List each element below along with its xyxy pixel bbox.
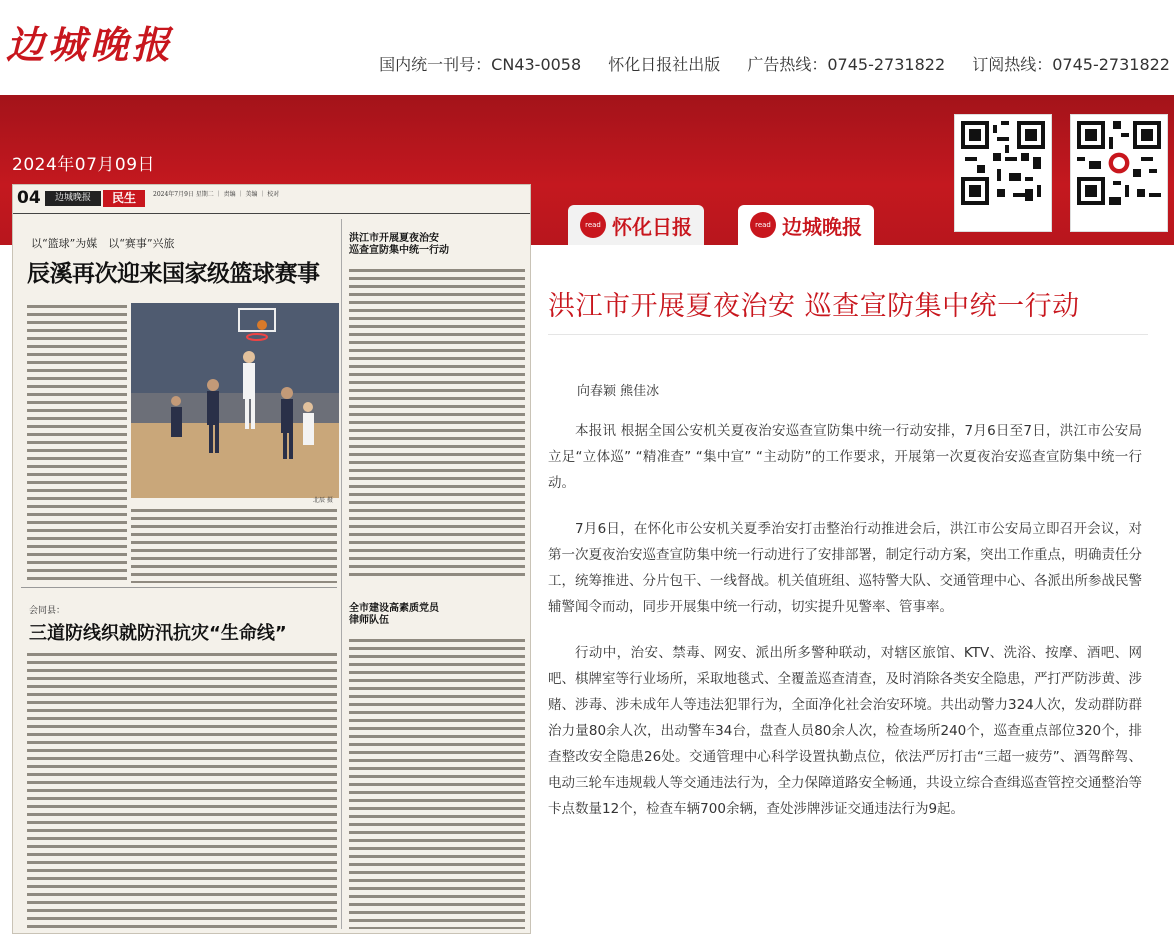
qr-code-icon xyxy=(1077,121,1161,205)
story1-text-block xyxy=(27,303,127,583)
qr-code-biancheng xyxy=(1070,114,1168,232)
story2-title-text: 洪江市开展夏夜治安 巡查宣防集中统一行动 xyxy=(349,233,449,256)
site-logo[interactable]: 边城晚报 xyxy=(6,22,175,67)
basketball-scene-icon xyxy=(131,303,339,498)
story2-title[interactable] xyxy=(349,233,449,257)
story4-title[interactable] xyxy=(349,603,439,627)
qr-code-icon xyxy=(961,121,1045,205)
story3-text-block xyxy=(27,651,337,929)
page-section: 民生 xyxy=(103,190,145,207)
read-icon: read xyxy=(580,212,606,238)
story4-title-text: 全市建设高素质党员 律师队伍 xyxy=(349,603,439,626)
page-number: 04 xyxy=(17,188,41,208)
article-paragraph: 7月6日，在怀化市公安机关夏季治安打击整治行动推进会后，洪江市公安局立即召开会议，对第一次夏夜治安巡查宣防集中统一行动进行了安排部署，制定行动方案，突出工作重点，明确责任分工，统筹推进、分片包干、一线督战。机关值班组、巡特警大队、交通管理中心、各派出所参战民警辅警闻令而动，同步开展集中统一行动，切实提升见警率、管事率。 xyxy=(548,521,1142,615)
publisher: 怀化日报社出版 xyxy=(608,55,721,74)
page-meta: 2024年7月9日 星期二 ｜ 责编 ｜ 美编 ｜ 校对 xyxy=(153,191,280,198)
page-paper-name: 边城晚报 xyxy=(45,191,101,206)
tab-huaihua-daily[interactable] xyxy=(568,205,704,245)
article-paragraph: 本报讯 根据全国公安机关夏夜治安巡查宣防集中统一行动安排，7月6日至7日，洪江市公安局立足“立体巡” “精准查” “集中宣” “主动防”的工作要求，开展第一次夏夜治安巡查宣防集中统一行动。 xyxy=(548,423,1142,491)
tab-biancheng-evening[interactable] xyxy=(738,205,874,245)
qr-code-huaihua xyxy=(954,114,1052,232)
tab-label: 怀化日报 xyxy=(612,214,692,239)
issn-number: 国内统一刊号：CN43-0058 xyxy=(379,55,582,74)
photo-caption: 北辰 摄 xyxy=(313,497,333,504)
newspaper-page-image[interactable] xyxy=(12,184,531,934)
ad-hotline: 广告热线：0745-2731822 xyxy=(747,55,946,74)
story3-kicker: 会同县： xyxy=(29,606,66,616)
page-masthead xyxy=(13,185,530,214)
column-divider xyxy=(341,219,342,929)
article-title: 洪江市开展夏夜治安 巡查宣防集中统一行动 xyxy=(548,291,1080,322)
read-icon: read xyxy=(750,212,776,238)
subscribe-hotline: 订阅热线：0745-2731822 xyxy=(972,55,1170,74)
basketball-photo xyxy=(131,303,339,498)
story4-text-block xyxy=(349,637,525,929)
issue-date[interactable]: 2024年07月09日 xyxy=(12,155,156,175)
top-header xyxy=(0,0,1174,95)
story1-kicker: 以“篮球”为媒 以“赛事”兴旅 xyxy=(31,237,175,250)
tab-label: 边城晚报 xyxy=(782,214,862,239)
article-body xyxy=(548,418,1142,842)
story-divider xyxy=(21,587,337,588)
story1-headline[interactable]: 辰溪再次迎来国家级篮球赛事 xyxy=(27,261,320,287)
story2-text-block xyxy=(349,267,525,577)
article-paragraph: 行动中，治安、禁毒、网安、派出所多警种联动，对辖区旅馆、KTV、洗浴、按摩、酒吧、网吧、棋牌室等行业场所，采取地毯式、全覆盖巡查清查，及时消除各类安全隐患，严打严防涉黄、涉赌、涉毒、涉未成年人等违法犯罪行为，全面净化社会治安环境。共出动警力324人次，发动群防群治力量80余人次，出动警车34台，盘查人员80余人次，检查场所240个，巡查重点部位320个，排查整改安全隐患26处。交通管理中心科学设置执勤点位，依法严厉打击“三超一疲劳”、酒驾醉驾、电动三轮车违规载人等交通违法行为，全力保障道路安全畅通，共设立综合查缉巡查管控交通整治等卡点数量12个，检查车辆700余辆，查处涉牌涉证交通违法行为9起。 xyxy=(548,645,1142,817)
title-divider xyxy=(548,334,1148,335)
article-byline: 向春颖 熊佳冰 xyxy=(577,384,660,399)
story1-text-block-2 xyxy=(131,507,337,583)
story3-headline[interactable]: 三道防线织就防汛抗灾“生命线” xyxy=(29,623,287,644)
publication-info xyxy=(357,52,1170,75)
